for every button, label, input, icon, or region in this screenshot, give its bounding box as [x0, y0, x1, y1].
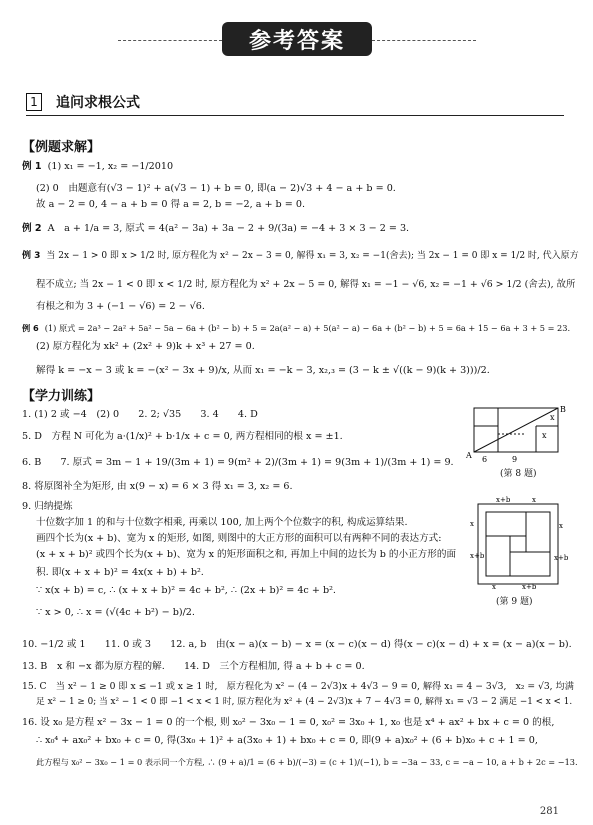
answer-text: (2) 0 由题意有(√3 − 1)² + a(√3 − 1) + b = 0, 即(a − 2)√3 + 4 − a + b = 0.	[36, 183, 396, 194]
answer-text: 10. −1/2 或 1 11. 0 或 3 12. a, b 由(x − a)(x − b) − x = (x − c)(x − d) 得(x − c)(x − d) + x = (x − a)(x − b).	[22, 639, 572, 650]
answer-line	[22, 716, 554, 729]
fig8-label-x2: x	[550, 413, 555, 422]
answer-text: 足 x² − 1 ≥ 0; 当 x² − 1 < 0 即 −1 < x < 1 时, 原方程化为 x² + (4 − 2√3)x + 7 − 4√3 = 0, 解得 x₁ = √3 − 2 满足 −1 < x < 1.	[36, 697, 573, 707]
answer-line	[36, 364, 490, 377]
answer-text: 此方程与 x₀² − 3x₀ − 1 = 0 表示同一个方程, ∴ (9 + a)/1 = (6 + b)/(−3) = (c + 1)/(−1), b = −3a − 33, c = −a − 10, a + b + 2c = −13.	[36, 757, 578, 767]
figure-8-caption: (第 8 题)	[500, 469, 537, 479]
fig8-label-b: B	[560, 405, 566, 414]
answer-line	[36, 696, 572, 709]
fig9-label-bottom-xb: x+b	[522, 583, 537, 591]
answer-line	[22, 322, 570, 335]
answer-line	[36, 278, 575, 291]
answer-line	[36, 300, 205, 313]
answer-text: 解得 k = −x − 3 或 k = −(x² − 3x + 9)/x, 从而 x₁ = −k − 3, x₂,₃ = (3 − k ± √((k − 9)(k + 3)))/2.	[36, 365, 490, 376]
page-header-title: 参考答案	[222, 22, 372, 56]
answer-line	[22, 250, 579, 263]
example-label: 例 3	[22, 251, 41, 261]
answer-text: 1. (1) 2 或 −4 (2) 0 2. 2; √35 3. 4 4. D	[22, 409, 258, 420]
answer-text: (1) x₁ = −1, x₂ = −1/2010	[47, 161, 174, 172]
heading-training: 【学力训练】	[22, 389, 101, 404]
answer-text: 5. D 方程 N 可化为 a·(1/x)² + b·1/x + c = 0, 两方程相同的根 x = ±1.	[22, 431, 343, 442]
fig8-label-a: A	[466, 451, 472, 460]
answer-text: 当 2x − 1 > 0 即 x > 1/2 时, 原方程化为 x² − 2x − 3 = 0, 解得 x₁ = 3, x₂ = −1(舍去); 当 2x − 1 = 0 即 x = 1/2 时, 代入原方	[46, 251, 579, 261]
answer-line	[36, 566, 204, 579]
answer-text: ∵ x > 0, ∴ x = (√(4c + b²) − b)/2.	[36, 607, 195, 618]
answer-line	[22, 408, 258, 421]
section-title-text: 追问求根公式	[56, 95, 140, 111]
example-label: 例 6	[22, 323, 39, 333]
answer-text: ∴ x₀⁴ + ax₀² + bx₀ + c = 0, 得(3x₀ + 1)² + a(3x₀ + 1) + bx₀ + c = 0, 即(9 + a)x₀² + (6 + b)x₀ + c + 1 = 0,	[36, 735, 538, 746]
answer-line	[36, 532, 442, 545]
answer-text: 9. 归纳提炼	[22, 501, 73, 512]
figure-9	[470, 496, 569, 591]
answer-line	[36, 182, 396, 195]
answer-line	[36, 548, 456, 561]
answer-text: 程不成立; 当 2x − 1 < 0 即 x < 1/2 时, 原方程化为 x² + 2x − 5 = 0, 解得 x₁ = −1 − √6, x₂ = −1 + √6 > 1/2 (舍去), 故所	[36, 279, 576, 290]
fig9-label-top-xb: x+b	[496, 496, 511, 504]
answer-line	[22, 660, 365, 673]
answer-line	[22, 456, 454, 469]
fig8-label-6: 6	[482, 455, 488, 464]
answer-line	[36, 606, 195, 619]
section-number: 1	[26, 93, 42, 111]
answer-text: 画四个长为(x + b)、宽为 x 的矩形, 如图, 则图中的大正方形的面积可以有两种不同的表达方式:	[36, 533, 442, 544]
figure-9-caption: (第 9 题)	[496, 597, 533, 607]
answer-text: A a + 1/a = 3, 原式 = 4(a² − 3a) + 3a − 2 + 9/(3a) = −4 + 3 × 3 − 2 = 3.	[47, 223, 410, 234]
section-rule	[26, 115, 564, 116]
fig9-label-top-x: x	[532, 496, 536, 504]
answer-line	[36, 340, 255, 353]
fig9-label-left-x: x	[470, 520, 474, 528]
answer-text: 15. C 当 x² − 1 ≥ 0 即 x ≤ −1 或 x ≥ 1 时, 原方程化为 x² − (4 − 2√3)x + 4√3 − 9 = 0, 解得 x₁ = 4 − 3√3, x₂ = √3, 均满	[22, 681, 574, 692]
figure-8	[466, 404, 568, 464]
answer-text: 积. 即(x + x + b)² = 4x(x + b) + b².	[36, 567, 204, 578]
answer-line	[22, 680, 574, 693]
section-title	[26, 92, 140, 112]
example-label: 例 1	[22, 161, 42, 172]
answer-text: (1) 原式 = 2a³ − 2a² + 5a² − 5a − 6a + (b² − b) + 5 = 2a(a² − a) + 5(a² − a) − 6a + (b² − b) + 5 = 6a + 15 − 6a + 3 + 5 = 23.	[44, 323, 571, 333]
fig9-label-right-xb: x+b	[554, 554, 569, 562]
answer-text: (2) 原方程化为 xk² + (2x² + 9)k + x³ + 27 = 0.	[36, 341, 255, 352]
fig9-label-right-x: x	[559, 522, 563, 530]
answer-text: 有根之和为 3 + (−1 − √6) = 2 − √6.	[36, 301, 205, 312]
answer-line	[22, 160, 173, 173]
fig9-label-left-xb: x+b	[470, 552, 485, 560]
answer-line	[36, 516, 408, 529]
answer-line	[22, 222, 409, 235]
example-label: 例 2	[22, 223, 42, 234]
answer-line	[36, 584, 336, 597]
answer-text: 6. B 7. 原式 = 3m − 1 + 19/(3m + 1) = 9(m² + 2)/(3m + 1) = 9(3m + 1)/(3m + 1) = 9.	[22, 457, 454, 468]
page-number: 281	[539, 806, 559, 817]
heading-examples: 【例题求解】	[22, 140, 101, 155]
answer-line	[22, 480, 293, 493]
fig8-label-9: 9	[512, 455, 518, 464]
answer-text: 13. B x 和 −x 都为原方程的解. 14. D 三个方程相加, 得 a + b + c = 0.	[22, 661, 365, 672]
answer-line	[36, 734, 538, 747]
answer-text: 故 a − 2 = 0, 4 − a + b = 0 得 a = 2, b = −2, a + b = 0.	[36, 199, 305, 210]
answer-text: (x + x + b)² 或四个长为(x + b)、宽为 x 的矩形面积之和, 再加上中间的边长为 b 的小正方形的面	[36, 549, 457, 560]
fig8-label-x1: x	[542, 431, 547, 440]
answer-text: 16. 设 x₀ 是方程 x² − 3x − 1 = 0 的一个根, 则 x₀² − 3x₀ − 1 = 0, x₀² = 3x₀ + 1, x₀ 也是 x⁴ + ax² + bx + c = 0 的根,	[22, 717, 555, 728]
header-rule-right	[372, 40, 476, 41]
header-rule-left	[118, 40, 222, 41]
answer-line	[22, 500, 73, 513]
answer-line	[36, 198, 305, 211]
answer-text: ∵ x(x + b) = c, ∴ (x + x + b)² = 4c + b², ∴ (2x + b)² = 4c + b².	[36, 585, 336, 596]
answer-line	[36, 756, 578, 769]
answer-line	[22, 638, 572, 651]
answer-line	[22, 430, 343, 443]
answer-text: 十位数字加 1 的和与十位数字相乘, 再乘以 100, 加上两个个位数字的积, 构成运算结果.	[36, 517, 408, 528]
answer-text: 8. 将原图补全为矩形, 由 x(9 − x) = 6 × 3 得 x₁ = 3, x₂ = 6.	[22, 481, 293, 492]
fig9-label-bottom-x: x	[492, 583, 496, 591]
